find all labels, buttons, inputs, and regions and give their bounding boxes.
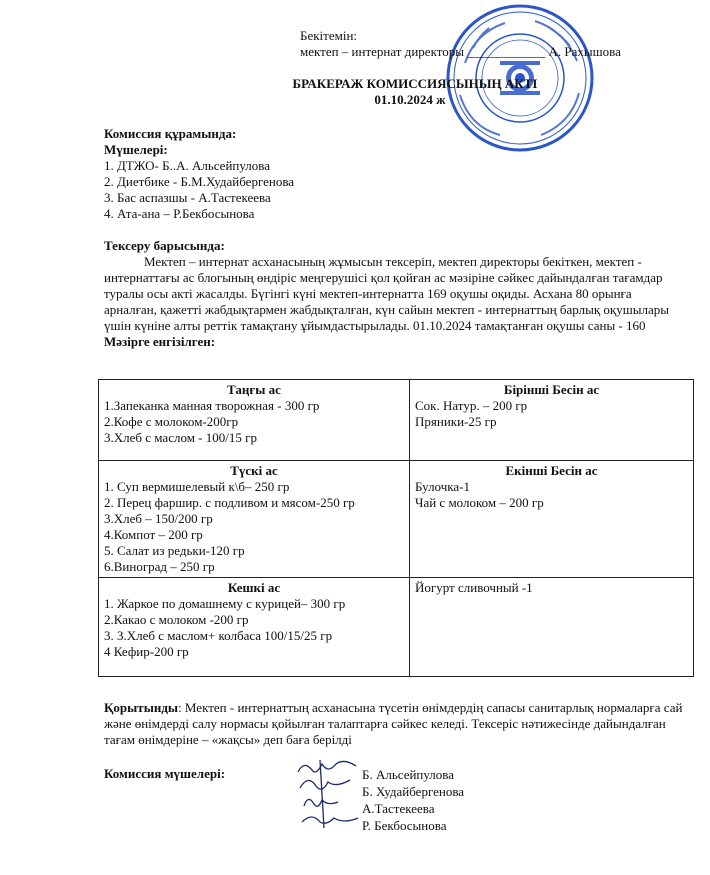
approval-block [300,28,630,60]
menu-item: Чай с молоком – 200 гр [415,495,544,510]
check-header: Тексеру барысында: [104,238,225,253]
menu-item: 2.Кофе с молоком-200гр [104,414,239,429]
document-title [0,76,710,108]
member-item: 2. Диетбике - Б.М.Худайбергенова [104,174,295,189]
members-header: Мүшелері: [104,142,168,157]
menu-item: 4.Компот – 200 гр [104,527,203,542]
title-date: 01.10.2024 ж [374,92,446,107]
menu-item: 6.Виноград – 250 гр [104,559,215,574]
dinner-extra-cell [410,578,693,598]
commission-header: Комиссия құрамында: [104,126,237,141]
member-item: 4. Ата-ана – Р.Бекбосынова [104,206,255,221]
lunch-cell [99,461,409,577]
snack2-cell [410,461,693,513]
menu-item: Булочка-1 [415,479,470,494]
conclusion-block [104,700,694,748]
menu-item: 1.Запеканка манная творожная - 300 гр [104,398,320,413]
member-item: 3. Бас аспазшы - А.Тастекеева [104,190,271,205]
approval-label: Бекітемін: [300,28,358,43]
menu-item: 2. Перец фаршир. с подливом и мясом-250 гр [104,495,355,510]
menu-item: Пряники-25 гр [415,414,497,429]
menu-table [98,379,694,677]
menu-item: Сок. Натур. – 200 гр [415,398,528,413]
snack1-title: Бірінші Бесін ас [503,382,600,397]
menu-item: 1. Жаркое по домашнему с курицей– 300 гр [104,596,346,611]
signature-name: Р. Бекбосынова [362,818,447,833]
menu-item: 5. Салат из редьки-120 гр [104,543,245,558]
signature-name: Б. Альсейпулова [362,767,455,782]
commission-block [104,126,664,222]
lunch-title: Түскі ас [230,463,278,478]
menu-item: 4 Кефир-200 гр [104,644,189,659]
menu-item: 3.Хлеб – 150/200 гр [104,511,213,526]
menu-item: 3.Хлеб с маслом - 100/15 гр [104,430,257,445]
breakfast-title: Таңғы ас [227,382,281,397]
dinner-title: Кешкі ас [227,580,281,595]
breakfast-cell [99,380,409,448]
snack2-title: Екінші Бесін ас [505,463,598,478]
check-body: Мектеп – интернат асханасының жұмысын тексеріп, мектеп директоры бекіткен, мектеп - интернаттағы ас блогының өндіріс меңгерушісі қол қойған ас мәзіріне сәйкес дайындалған тағамдар туралы осы акті жасалды. Бүгінгі күні мектеп-интернатта 169 оқушы оқиды. Асхана 80 орынға арналған, қажетті жабдықтармен жабдықталған, күн сайын мектеп - интернаттың барлық оқушылары үшін күніне алты реттік тамақтану ұйымдастырылады. 01.10.2024 тамақтанған оқушы саны - 160 [104,254,669,333]
snack1-cell [410,380,693,432]
handwritten-signatures [290,754,370,834]
dinner-cell [99,578,409,662]
menu-item: 1. Суп вермишелевый к\б– 250 гр [104,479,290,494]
conclusion-text: : Мектеп - интернаттың асханасына түсетін өнімдердің сапасы санитарлық нормаларға сай және өнімдерді салу нормасы қойылған талаптарға сәйкес келеді. Тексеріс нәтижесінде дайындалған тағам өнімдеріне – «жақсы» деп баға берілді [104,700,683,747]
menu-item: 3. 3.Хлеб с маслом+ колбаса 100/15/25 гр [104,628,333,643]
signature-name: Б. Худайбергенова [362,784,465,799]
menu-header: Мәзірге енгізілген: [104,334,216,349]
menu-item: Йогурт сливочный -1 [415,580,533,595]
signature-name: А.Тастекеева [362,801,435,816]
check-block [104,238,684,350]
signatures-names [362,766,464,834]
menu-item: 2.Какао с молоком -200 гр [104,612,249,627]
signatures-label: Комиссия мүшелері: [104,766,226,781]
conclusion-label: Қорытынды [104,700,179,715]
title-heading: БРАКЕРАЖ КОМИССИЯСЫНЫҢ АКТІ [292,76,538,91]
member-item: 1. ДТЖО- Б..А. Альсейпулова [104,158,271,173]
approval-line: мектеп – интернат директоры ____________ А. Рахышова [300,44,621,59]
